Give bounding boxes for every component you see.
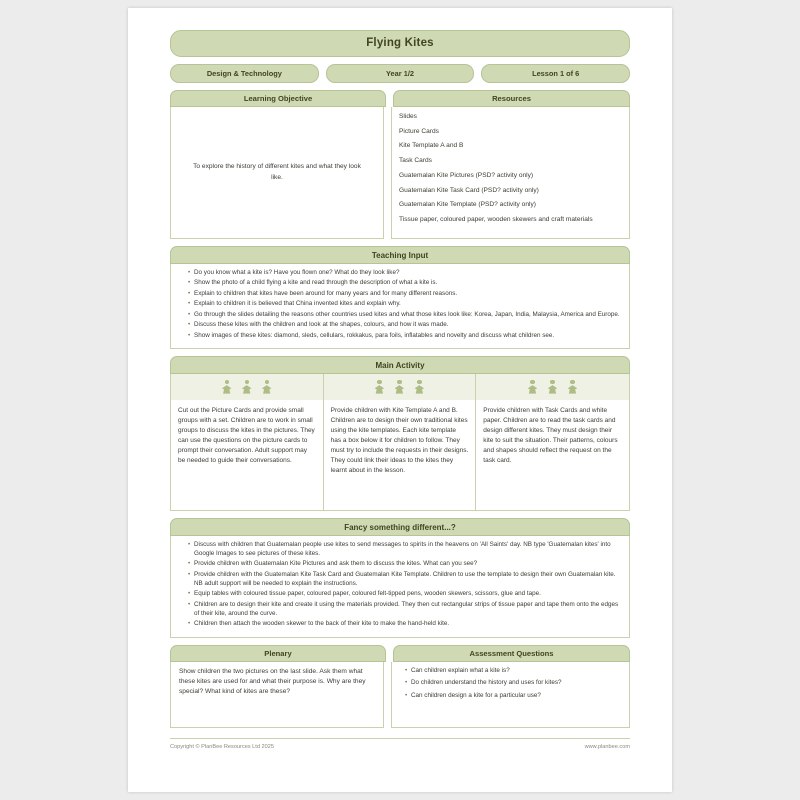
resource-item: Task Cards bbox=[399, 157, 432, 165]
main-activity-column-1 bbox=[171, 374, 324, 510]
teaching-input-body bbox=[170, 264, 630, 349]
main-activity-column-3 bbox=[476, 374, 629, 510]
plenary-assessment-headers bbox=[170, 645, 630, 662]
list-item: • Children then attach the wooden skewer to the back of their kite to make the hand-held kite. bbox=[188, 620, 621, 629]
group-size-icons bbox=[171, 374, 323, 400]
main-activity-text: Provide children with Task Cards and white paper. Children are to read the task cards and design different kites. They must design their kite to suit the situation. Their patterns, colours and shapes should reflect the request on the task card. bbox=[483, 407, 618, 465]
person-icon bbox=[394, 380, 405, 394]
lesson-plan-document bbox=[170, 30, 630, 750]
main-activity-column-2 bbox=[324, 374, 477, 510]
assessment-questions-list bbox=[396, 667, 625, 702]
person-icon bbox=[261, 380, 272, 394]
person-icon bbox=[241, 380, 252, 394]
list-item: • Discuss with children that Guatemalan people use kites to send messages to spirits in the heavens on 'All Saints' day. NB type 'Guatemalan kites' into Google Images to see pictures of these kites. bbox=[188, 541, 621, 559]
lesson-number-pill: Lesson 1 of 6 bbox=[481, 64, 630, 83]
list-item: • Do you know what a kite is? Have you flown one? What do they look like? bbox=[188, 269, 621, 278]
list-item: • Equip tables with coloured tissue paper, coloured paper, coloured felt-tipped pens, wooden skewers, scissors, glue and tape. bbox=[188, 590, 621, 599]
main-activity-text: Provide children with Kite Template A and B. Children are to design their own traditional kites using the kite templates. Each kite template has a box below it for children to follow. They must try to include the requests in their designs. They could link their ideas to the kites they learnt about in the lesson. bbox=[330, 407, 469, 475]
website-link[interactable]: www.planbee.com bbox=[584, 743, 630, 750]
learning-objective-heading: Learning Objective bbox=[170, 90, 386, 107]
list-item: • Can children design a kite for a particular use? bbox=[405, 692, 625, 701]
year-group-pill: Year 1/2 bbox=[326, 64, 475, 83]
person-icon bbox=[547, 380, 558, 394]
learning-objective-text: To explore the history of different kites and what they look like. bbox=[170, 107, 384, 239]
subject-pill: Design & Technology bbox=[170, 64, 319, 83]
plenary-heading: Plenary bbox=[170, 645, 386, 662]
list-item: • Can children explain what a kite is? bbox=[405, 667, 625, 676]
teaching-input-list bbox=[179, 269, 621, 341]
main-activity-text: Cut out the Picture Cards and provide small groups with a set. Children are to work in small groups to discuss the kites in the pictures. They can use the questions on the picture cards to prompt their conversation. Adult support may be needed to guide their conversations. bbox=[178, 407, 315, 465]
resource-item: Kite Template A and B bbox=[399, 142, 464, 150]
fancy-something-different-list bbox=[179, 541, 621, 629]
main-activity-body bbox=[170, 374, 630, 511]
person-icon bbox=[221, 380, 232, 394]
list-item: • Explain to children that kites have been around for many years and for many different reasons. bbox=[188, 290, 621, 299]
list-item: • Provide children with Guatemalan Kite Pictures and ask them to discuss the kites. What can you see? bbox=[188, 560, 621, 569]
list-item: • Go through the slides detailing the reasons other countries used kites and what those kites look like: Korea, Japan, India, Malaysia, America and Europe. bbox=[188, 311, 621, 320]
person-icon bbox=[567, 380, 578, 394]
resources-list bbox=[391, 107, 630, 239]
group-size-icons bbox=[324, 374, 476, 400]
objective-resources-headers bbox=[170, 90, 630, 107]
resource-item: Guatemalan Kite Template (PSD? activity only) bbox=[399, 201, 536, 209]
lesson-plan-page bbox=[128, 8, 672, 792]
resource-item: Picture Cards bbox=[399, 127, 439, 135]
list-item: • Provide children with the Guatemalan Kite Task Card and Guatemalan Kite Template. Children to use the template to design their own Guatemalan kite. NB adult support will be needed to explain the instructions. bbox=[188, 571, 621, 589]
teaching-input-heading: Teaching Input bbox=[170, 246, 630, 264]
resource-item: Slides bbox=[399, 113, 417, 120]
plenary-text: Show children the two pictures on the last slide. Ask them what these kites are used for and what their purpose is. Why are they special? What kind of kites are these? bbox=[170, 662, 384, 728]
resource-item: Guatemalan Kite Pictures (PSD? activity only) bbox=[399, 171, 534, 179]
resources-heading: Resources bbox=[393, 90, 630, 107]
list-item: • Do children understand the history and uses for kites? bbox=[405, 679, 625, 688]
list-item: • Explain to children it is believed that China invented kites and explain why. bbox=[188, 300, 621, 309]
list-item: • Show the photo of a child flying a kite and read through the description of what a kite is. bbox=[188, 279, 621, 288]
fancy-something-different-heading: Fancy something different...? bbox=[170, 518, 630, 536]
list-item: • Children are to design their kite and create it using the materials provided. They then cut rectangular strips of tissue paper and tape them onto the edges of their kite, around the curve. bbox=[188, 601, 621, 619]
group-size-icons bbox=[476, 374, 629, 400]
list-item: • Show images of these kites: diamond, sleds, cellulars, rokkakus, para foils, inflatables and novelty and discuss what children see. bbox=[188, 332, 621, 341]
assessment-questions-list-wrap bbox=[391, 662, 630, 728]
copyright-text: Copyright © PlanBee Resources Ltd 2025 bbox=[170, 743, 274, 750]
fancy-something-different-body bbox=[170, 536, 630, 637]
person-icon bbox=[527, 380, 538, 394]
meta-row bbox=[170, 64, 630, 83]
list-item: • Discuss these kites with the children and look at the shapes, colours, and how it was made. bbox=[188, 321, 621, 330]
resource-item: Tissue paper, coloured paper, wooden skewers and craft materials bbox=[399, 216, 593, 224]
objective-resources-body bbox=[170, 107, 630, 239]
person-icon bbox=[414, 380, 425, 394]
resource-item: Guatemalan Kite Task Card (PSD? activity only) bbox=[399, 186, 539, 194]
main-activity-heading: Main Activity bbox=[170, 356, 630, 374]
person-icon bbox=[374, 380, 385, 394]
page-footer bbox=[170, 738, 630, 750]
plenary-assessment-body bbox=[170, 662, 630, 728]
page-title: Flying Kites bbox=[170, 30, 630, 57]
assessment-questions-heading: Assessment Questions bbox=[393, 645, 630, 662]
